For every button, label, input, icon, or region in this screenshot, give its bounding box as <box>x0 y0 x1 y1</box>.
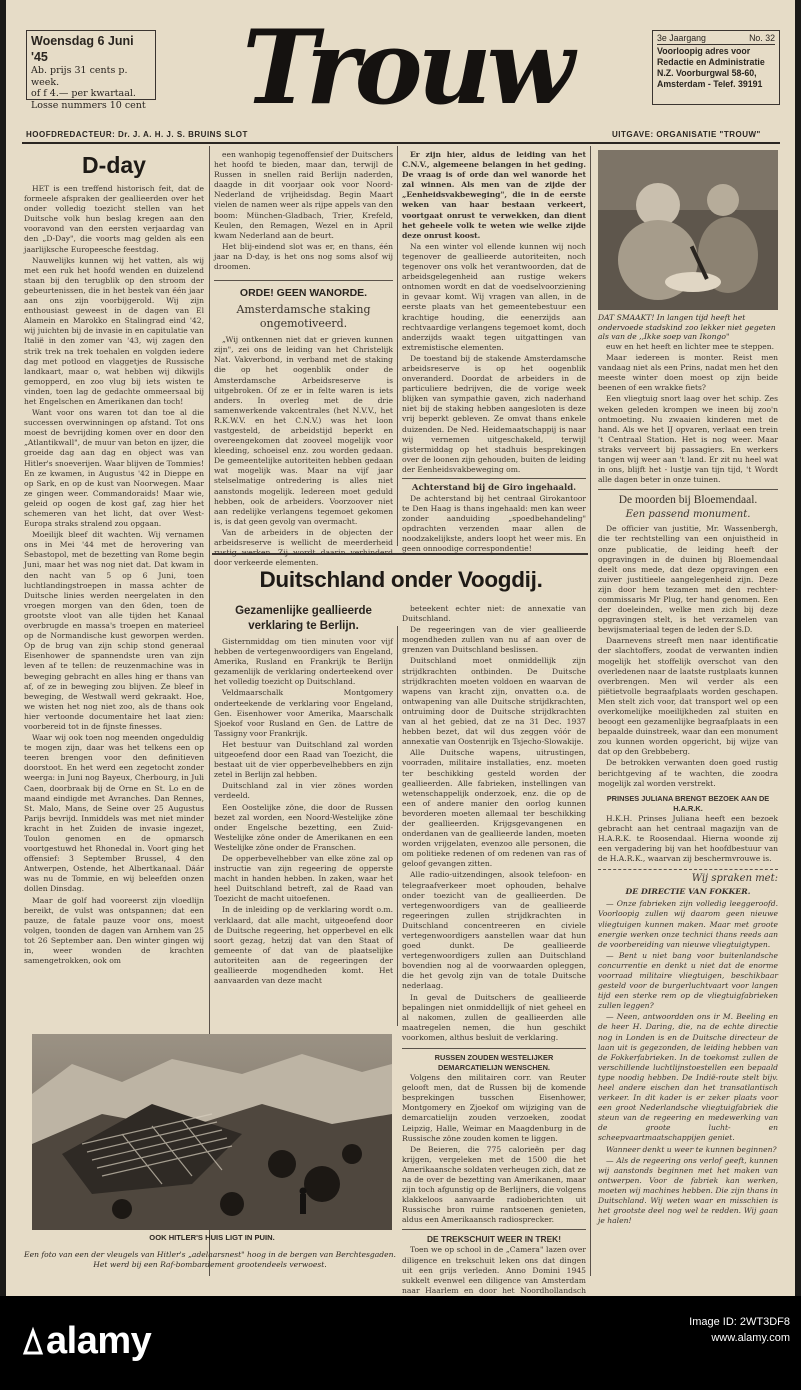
fokker-paragraph: — Bent u niet bang voor buitenlandsche concurrentie en denkt u niet dat de enorme voorraad militaire vliegtuigen, beschikbaar gesteld voor de burgerluchtvaart voor langen tijd een sterke rem op de vliegtuigfabrieken zullen leggen? <box>598 950 778 1011</box>
giro-text: De achterstand bij het centraal Girokantoor te Den Haag is thans ingehaald: men kan weer zonder aanduiding „spoedbehandeling" opdrachten verzenden maar allen de noodzakelijkste, anders loopt het weer mis. En geen onnoodige correspondentie! <box>402 494 586 554</box>
address-line-1: Voorloopig adres voor <box>657 46 751 56</box>
hitler-photo-title: OOK HITLER'S HUIS LIGT IN PUIN. <box>149 1233 275 1242</box>
section-rule <box>212 553 588 555</box>
trekschuit-headline: DE TREKSCHUIT WEER IN TREK! <box>402 1229 586 1245</box>
fokker-paragraph: — Onze fabrieken zijn volledig leeggeroofd. Voorloopig zullen wij daarom geen nieuwe vliegtuigen kunnen maken. Maar met groote energie werken onze technici thans reeds aan de voorbereiding van nieuwe vliegtuigtypen. <box>598 899 778 949</box>
column-rule <box>397 146 398 546</box>
divider <box>598 489 778 490</box>
demarcatie-headline: RUSSEN ZOUDEN WESTELIJKER DEMARCATIELIJN WENSCHEN. <box>402 1048 586 1073</box>
editor-credit: HOOFDREDACTEUR: Dr. J. A. H. J. S. BRUINS SLOT <box>26 130 248 139</box>
voogdij-paragraph: Alle radio-uitzendingen, alsook telefoon- en telegraafverkeer moet ophouden, behalve onder toezicht van de geallieerden. De vertegenwoordigers van de geallieerde regeeringen zullen strijdkrachten in Duitschland concentreeren en civiele vertegenwoordigers aanstellen waar dat hun goed dunkt. De geallieerde vertegenwoordigers zullen aan Duitschland bovendien nog al de voorwaarden opleggen, die het gevolg zijn van de totale Duitsche nederlaag. <box>402 870 586 991</box>
dday-continuation: een wanhopig tegenoffensief der Duitschers het hoofd te bieden, maar dan, terwijl de Russen in snellen raid Berlijn naderden, daagde in dit voorjaar ook voor Noord-Nederland de vrijheidsdag. Begin Maart vielen de namen weer als rijpe appels van den boom: München-Gladbach, Trier, Krefeld, Keulen, den Remagen, Wezel en in April kwam Nederland aan de beurt. <box>214 150 393 240</box>
child-photo-illustration <box>598 150 778 310</box>
voogdij-paragraph: Veldmaarschalk Montgomery onderteekende de verklaring voor Engeland, Gen. Eisenhower voor Amerika, Maarschalk Sjoekof voor Rusland en Gen. de Lattre de Tassigny voor Frankrijk. <box>214 688 393 738</box>
voogdij-paragraph: De opperbevelhebber van elke zöne zal op instructie van zijn regeering de opperste macht in handen hebben. In zaken, waar het heel Duitschland betreft, zal de Raad van Toezicht de macht uitoefenen. <box>214 853 393 904</box>
issue-number: No. 32 <box>749 33 775 43</box>
price-line-1: Ab. prijs 31 cents p. week. <box>31 65 128 88</box>
juliana-headline: PRINSES JULIANA BRENGT BEZOEK AAN DE H.A.R.K. <box>606 793 770 813</box>
voogdij-paragraph: Duitschland zal in vier zönes worden verdeeld. <box>214 781 393 801</box>
staking-paragraph: De toestand bij de stakende Amsterdamsche arbeidsreserve is op het oogenblik onveranderd. Doordat de arbeiders in de particuliere bedrijven, die de vorige week blijken van sympathie gaven, zich naderhand niet bij de staking hebben aangesloten is deze vrij beperkt gebleven. Ze omvat thans enkele duizenden. De Ned. Heidemaatschappij is naar wij vernemen uitgeschakeld, terwijl gistermiddag op het stadhuis besprekingen over de loonen zijn gehouden, buiten de leiding der Eenheidsvakbeweging om. <box>402 353 586 474</box>
staking-kicker: ORDE! GEEN WANORDE. <box>214 280 393 300</box>
staking-paragraph: „Wij ontkennen niet dat er grieven kunnen zijn", zei ons de leiding van het Christelijk Nat. Vakverbond, in verband met de staking die op het oogenblik onder de Amsterdamsche Arbeidsreserve is uitgebroken. Of ze er in felte waren is iets anders. In overleg met de drie samenwerkende vakcentrales (het N.V.V., het R.K.W.V. en het C.N.V.) was het loon vastgesteld, de arbeidstijd beperkt en overeengekomen dat zooveel mogelijk voor kleeding, schoeisel enz. zou worden gedaan. De gemeentelijke autoriteiten hebben gedaan wat mogelijk was. Maar na vijf jaar stelselmatige ontredering is alles niet aanstonds mogelijk. Iedereen moet geduld hebben, ook de arbeiders. Voorzoover niet aan redelijke verlangens tegemoet gekomen is, is dat geen gevolg van overmacht. <box>214 335 393 526</box>
trekschuit-continued: Maar iedereen is monter. Reist men vandaag niet als een Prins, nadat men het den meeste winter doen moest op zijn beide beenen of een wrakke fiets? <box>598 353 778 393</box>
voogdij-paragraph: Een Oostelijke zöne, die door de Russen bezet zal worden, een Noord-Westelijke zöne onder Engelsche bezetting, een Zuid-Westelijke zöne onder de Amerikanen en een Westelijke zöne onder de Franschen. <box>214 802 393 852</box>
address-line-4: Amsterdam - Telef. 39191 <box>657 79 763 89</box>
voogdij-paragraph: In geval de Duitschers de geallieerde bepalingen niet onmiddellijk of niet geheel en al nakomen, zullen de geallieerden alle maatregelen nemen, die hun geschikt voorkomen, althus besluit de verklaring. <box>402 992 586 1042</box>
demarcatie-text: Volgens den militairen corr. van Reuter gelooft men, dat de Russen bij de komende besprekingen tusschen Eisenhower, Montgomery en Zjoekof om wijziging van de demarcatielijn zouden verzoeken, zoodat Leipzig, Halle, Weimar en Maagdenburg in de Russische zöne zouden komen te liggen. <box>402 1073 586 1143</box>
right-column <box>598 342 778 1276</box>
ruins-photo-illustration <box>32 1034 392 1230</box>
demarcatie-text-2: De Beieren, die 775 calorieën per dag krijgen, vergeleken met de 1500 die het Amerikaansche soldaten verheugen zich, dat ze na de over de bezetting van Amerikanen, maar zijn toch afgunstig op de Berlijners, die volgens klakkeloos aanvaarde radioberichten uit Russische bron ruime rantsoenen genieten, aldus een Amerikaansch radiosprecker. <box>402 1144 586 1225</box>
dday-continuation-and-staking <box>214 150 393 568</box>
trekschuit-text: Toen we op school in de „Camera" lazen over diligence en trekschuit leken ons dat dingen uit een grijs verleden. Anno Domini 1945 sukkelt evenwel een diligence van Amsterdam naar Haarlem en door het Noordhollandsch <box>402 1245 586 1295</box>
jaargang: 3e Jaargang <box>657 33 706 43</box>
moorden-headline: De moorden bij Bloemendaal. <box>618 494 758 507</box>
fokker-paragraph: — Neen, antwoordden ons ir M. Beeling en de heer H. Daring, die, na de echte directie nog in Londen is en de Duitsche directeur de laan uit is gegezonden, de leiding hebben van de Fokkerfabrieken. In de toekomst zullen de verschillende luchtlijnstoestellen een bepaald type noodig hebben. De Indië-route stelt bijv. heel andere eischen dan het transatlantisch verkeer. In dit kader is er zeker plaats voor een groot Nederlandsche vliegtuigfabriek die steun van de regeering en medewerking van de groote lucht- en scheepvaartmaatschappijen geniet. <box>598 1012 778 1143</box>
issue-date: Woensdag 6 Juni '45 <box>31 34 134 64</box>
site-url: www.alamy.com <box>711 1332 790 1344</box>
issue-info-box <box>652 30 780 105</box>
dday-paragraph: HET is een treffend historisch feit, dat de formeele afspraken der geallieerden over het onder volledig toezicht stellen van het Duitsche volk hun beslag kregen aan den vooravond van den eersten verjaardag van den „D-Day", die voorts mag gelden als een jaarlijksche Europeesche feestdag. <box>24 184 204 254</box>
hitler-photo-caption: Een foto van een der vleugels van Hitler's „adelaarsnest" hoog in de bergen van Berchtesgaden. Het werd bij een Raf-bombardement grootendeels verwoest. <box>24 1250 396 1269</box>
moorden-paragraph: De officier van justitie, Mr. Wassenbergh, die ter rechtstelling van een onjuistheid in onze publicatie, de leiding heeft der opgravingen in de duinen bij Bloemendaal deelt ons mede, dat deze opgravingen een zuiver justitieele aangelegenheid zijn. Deze zijn door hem tezamen met den rechter-commissaris Mr Plug, ter hand genomen. Een der doeleinden, welke men zich bij deze opgravingen stelt, is het verzamelen van bewijsmateriaal tegen de leden der S.D. <box>598 524 778 635</box>
voogdij-headline: Duitschland onder Voogdij. <box>259 567 543 592</box>
voogdij-paragraph: In de inleiding op de verklaring wordt o.m. verklaard, dat alle macht, uitgeoefend door de Duitsche regeering, het opperbevel en elk soort gezag, hetzij dat van den Staat of gemeente of dat van de plaatselijke autoriteiten aan de regeeringen der geallieerde mogendheden komt. Het aanvaarden van deze macht <box>214 905 393 986</box>
fokker-paragraph: Wanneer denkt u weer te kunnen beginnen? <box>606 1144 777 1154</box>
dday-headline: D-day <box>82 152 146 178</box>
dday-paragraph: Waar wij ook toen nog meenden ongeduldig te mogen zijn, daar was het telkens een op teeren brengen voor den definitieven doorstoot. En het werd een zegetocht zonder weerga: in Juni nog Bayeux, Cherbourg, in Juli Caen, doorbraak bij de Orne en St. Lo en de maand eindigde met Avranches. Dan Rennes, St. Malo, Mans, de Seine over 25 Augustus Parijs bevrijd. Inmiddels was met niet minder kracht in het Zuiden de invasie ingezet, Toulon genomen en de opmarsch voortgestuwd het Rhonedal in. Voort ging het offensief: 3 September Brussel, 4 den Antwerpen, Ostende, het Albertkanaal. Dáár was nu de Tommie, en wij beleefden onzen dollen Dinsdag. <box>24 733 204 894</box>
date-price-box <box>26 30 156 111</box>
voogdij-left <box>214 604 393 1026</box>
child-photo-caption: DAT SMAAKT! In langen tijd heeft het ondervoede stadskind zoo lekker niet gegeten als van de ,,Ikke soep van Ikongo" <box>598 313 776 341</box>
masthead-rule <box>22 142 780 144</box>
moorden-paragraph: De betrokken verwanten doen goed rustig berichtgeving af te wachten, die zoodra mogelijk zal worden verstrekt. <box>598 758 778 788</box>
column-rule <box>590 146 591 1276</box>
voogdij-subhead: Gezamenlijke geallieerde verklaring te Berlijn. <box>235 605 372 632</box>
fokker-headline: DE DIRECTIE VAN FOKKER. <box>625 887 751 897</box>
image-meta <box>590 1314 790 1346</box>
column-rule <box>397 626 398 1026</box>
voogdij-paragraph: Gisternmiddag om tien minuten voor vijf hebben de vertegenwoordigers van Engeland, Amerika, Rusland en Frankrijk te Berlijn gezamenlijk de verklaring onderteekend over het volledig toezicht op Duitschland. <box>214 637 393 687</box>
voogdij-paragraph: beteekent echter niet: de annexatie van Duitschland. <box>402 604 586 624</box>
address-line-3: N.Z. Voorburgwal 58-60, <box>657 68 757 78</box>
voogdij-right <box>402 604 586 1295</box>
price-line-3: Losse nummers 10 cent <box>31 99 146 111</box>
moorden-paragraph: Daarnevens streeft men naar identificatie der slachtoffers, zoodat de verwanten indien mogelijk het stoffelijk overschot van den overledenen naar de laatste rustplaats kunnen overbrengen. Men wil verder als een piëtietvolle begraafplaats worden geschapen. Men stelt zich voor, dat transport wel op een overkomelijke moeilijkheden zal stuiten en beoogt een gezamenlijke begraafplaats in een bepaalde duinstreek, waar dan een monument zou kunnen worden opgericht, bij wijze van dat op den Grebbeberg. <box>598 636 778 757</box>
dday-paragraph: Moeilijk bleef dit wachten. Wij vernamen ons in Mei '44 met de herovering van Sebastopol, met de bezetting van Rome begin Juni, maar het was nog niet dat. Dat kwam in den nacht van 5 op 6 Juni, toen luchtlandingstroepen in massa achter de Duitsche linies werden neergelaten in den vroegen morgen van den 6den, toen de grootste vloot van alle tijden het Kanaal overbrugde en massa's troepen en materieel op de Normandische kust geworpen werden. Op de brug van zijn schip stond generaal Eisenhower de spannendste uren van zijn leven af te tellen: de reuzenmachine was in beweging gebracht en alles hing er thans van af, of ze in beweging zou blijven. Ze bleef in beweging, de Westwall werd gekraakt. Hoe, we wisten het nog niet zoo, als de thans ook hier vertoonde documentaire het laat zien: voorbereid tot in de fijnste finesses. <box>24 530 204 731</box>
voogdij-paragraph: Alle Duitsche wapens, uitrustingen, voorraden, militaire installaties, enz. moeten ter beschikking gesteld worden der geallieerden. Alle fabrieken, instellingen van wetenschappelijk onderzoek, enz. die op de een of andere manier den oorlog kunnen bevorderen moeten allemaal ter beschikking der geallieerden. Krijgsgevangenen en onderdanen van de geallieerde landen, moeten worden vrijgelaten, evenzoo alle personen, die om politieke redenen of om redenen van ras of geloof gevangen zitten. <box>402 748 586 869</box>
alamy-wordmark: alamy <box>46 1320 152 1362</box>
voogdij-paragraph: De regeeringen van de vier geallieerde mogendheden zullen van nu af aan over de grenzen van Duitschland beslissen. <box>402 625 586 655</box>
divider <box>402 478 586 479</box>
moorden-subhead: Een passend monument. <box>625 509 751 521</box>
fokker-paragraph: — Als de regeering ons verlof geeft, kunnen wij aanstonds beginnen met het maken van ontwerpen. Voor de fabriek kan werken, moeten wij machines hebben. Die zijn thans in Duitschland. Wij weten waar en misschien is het grootste deel nog wel te redden. Wij gaan je halen! <box>598 1155 778 1226</box>
staking-continued <box>402 150 586 554</box>
staking-paragraph: Na een winter vol ellende kunnen wij noch tegenover de geallieerde autoriteiten, noch tegenover ons volk het verantwoorden, dat de arbeidsgelegenheid aan rustige wekers ontnomen wordt en dat de voedselvoorziening in gevaar komt. Wij vragen van allen, in de eerste plaats van het gemeentebestuur een krachtige houding, die eenerzijds aan rechtvaardige verlangens tegemoet komt, doch anderzijds waakt tegen uitgattingen van extremistische elementen. <box>402 241 586 352</box>
divider <box>598 869 778 870</box>
price-line-2: of f 4.— per kwartaal. <box>31 88 136 99</box>
staking-bold-paragraph: Er zijn hier, aldus de leiding van het C.N.V., algemeene belangen in het geding. De vraag is of orde dan wel wanorde het zal winnen. Als men van de zijde der „Eenheidsvakbeweging", die in de eerste weken van haar bestaan verkeert, voortgaat onrust te verwekken, dan dient het geheele volk te weten wie welke zijde deze onrust koost. <box>402 150 586 240</box>
spraken-headline: Wij spraken met: <box>691 873 778 885</box>
hitler-house-photo <box>32 1034 392 1230</box>
dday-paragraph: Maar de golf had vooreerst zijn vloedlijn bereikt, de vulst was ontspannen; dat een pauze, de fatale pauze voor ons, moest volgen, toonden de dagen van Arnhem van 25 tot 26 September aan. Den winter gingen wij in, weer wonden de krachten samengetrokken, ook om <box>24 895 204 966</box>
image-id: Image ID: 2WT3DF8 <box>689 1316 790 1328</box>
juliana-text: H.K.H. Prinses Juliana heeft een bezoek gebracht aan het centraal magazijn van de H.A.R.K. te Roosendaal. Hierna woonde zij een vergadering bij van het hoofdbestuur van de H.A.R.K., waarvan zij beschermvrouwe is. <box>598 813 778 864</box>
voogdij-paragraph: Duitschland moet onmiddellijk zijn strijdkrachten ontbinden. De Duitsche strijdkrachten moeten voldoen en waarvan de wapens van kracht zijn, onvatten o.a. de ontwapening van alle Duitsche strijdkrachten, ontruiming door de Duitsche strijdkrachten van al het gebied, dat ze na 31 Dec. 1937 hebben bezet, dat wil dus zeggen vóór de annexatie van Oostenrijk en Tsjecho-Slowakije. <box>402 656 586 747</box>
staking-headline: Amsterdamsche staking ongemotiveerd. <box>236 303 371 331</box>
staking-paragraph: Van de arbeiders in de objecten der arbeidsreserve is wellicht de meerderheid rustig werken. Zij wordt daarin verhinderd door verkeerde elementen. <box>214 527 393 568</box>
trekschuit-continued: Een vliegtuig snort laag over het schip. Zes weken geleden krompen we ineen bij zoo'n ontmoeting. Nu zwaaien kinderen met de hand. Als we het IJ opvaren, verlaat een trein 't Centraal Station. Het is nog weer. Maar straks verveert bij passagiers. En werkers tangen wij weer aan 't land. Er zit nu heel wat in ons, blijft het - lustje van tijn tijd, 't Wordt alle dagen beter in onze tuinen. <box>598 394 778 485</box>
trekschuit-continued: euw en het heeft en lichter mee te steppen. <box>606 342 775 351</box>
masthead-title: Trouw <box>242 8 570 128</box>
child-eating-photo <box>598 150 778 310</box>
address-line-2: Redactie en Administratie <box>657 57 765 67</box>
publisher-credit: UITGAVE: ORGANISATIE "TROUW" <box>612 130 761 139</box>
dday-paragraph: Nauwelijks kunnen wij het vatten, als wij met een ruk het hoofd wenden en duizelend staan bij den terugblik op den stroom der gebeurtenissen, die in het bestek van één jaar aan ons zijn voorbijgerold. Wij zijn enthousiast geweest in de dagen van El Alamein en Marokko en Stalingrad eind '42, wij juichten bij de invasie in en capitulatie van Italië in den zomer van '43, wij zagen den strik trek na trek toehalen en volgden iedere dag met potlood en vlaggetjes de Russische landkaart, maar o, wat hebben wij dikwijls gemopperd, en zoo vlug bij iets wisten te vinden, toen lag de gedachte ommeersaal bij het Engelschen en Amerikanen dan toch! <box>24 255 204 406</box>
alamy-mark-icon <box>22 1329 44 1355</box>
newspaper-page <box>6 0 795 1296</box>
giro-headline: Achterstand bij de Giro ingehaald. <box>411 483 577 493</box>
dday-paragraph: Want voor ons waren tot dan toe al die successen overwinningen op afstand. Tot ons moest de bevrijding komen over en door den „Atlantikwall", de muur van beton en ijzer, die groeide dag aan dag en object was van Hitler's snoeverijen. Waar blijven de Tommies! En ze kwamen, in Augustus '42 in Dieppe en op Sark, en op de kust van Noorwegen. Maar ze gingen weer. Commandoraids! Maar wie, geleid op oogen de kost gaf, zag hier het schemeren van het licht, dat over West-Europa straks stralend zou opgaan. <box>24 408 204 529</box>
issue-numbering <box>657 33 775 45</box>
dday-ending: Het blij-eindend slot was er, en thans, één jaar na D-day, is het ons nog soms alsof wij droomen. <box>214 241 393 272</box>
alamy-logo <box>22 1320 151 1363</box>
watermark-band <box>0 1296 801 1390</box>
voogdij-paragraph: Het bestuur van Duitschland zal worden uitgeoefend door een Raad van Toezicht, die bestaat uit de vier opperbevelhebbers en zijn zetel in Berlijn zal hebben. <box>214 739 393 780</box>
